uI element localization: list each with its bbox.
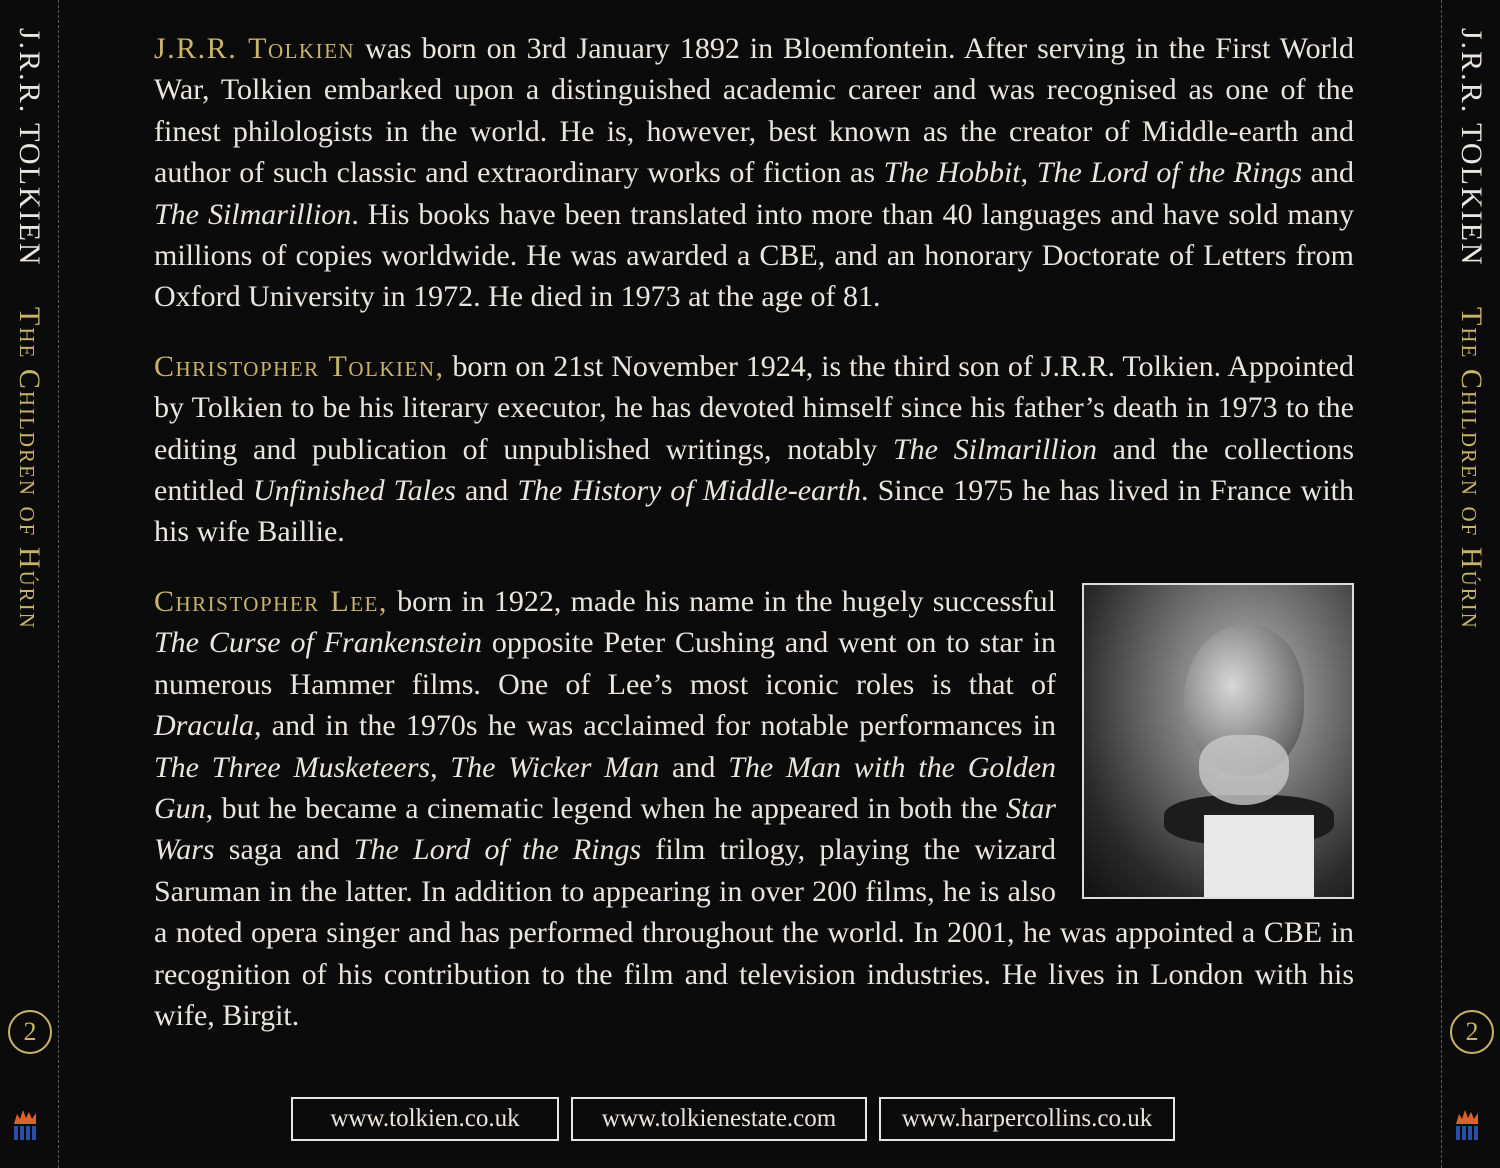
spine-author: J.R.R. TOLKIEN — [13, 28, 46, 267]
bio-content — [154, 28, 1354, 1064]
work-title: The Silmarillion — [154, 197, 352, 231]
work-title: The History of Middle-earth — [517, 474, 862, 508]
work-title: The Hobbit — [883, 156, 1021, 190]
bio-text: and — [1302, 156, 1354, 190]
bio-text: opposite Peter Cushing and went on to star in numerous Hammer films. One of Lee’s most iconic roles is that of — [154, 626, 1056, 701]
work-title: The Man with the Golden Gun — [154, 750, 1057, 825]
spine-title: The Children of Húrin — [1455, 306, 1488, 630]
work-title: Star Wars — [154, 791, 1056, 867]
disc-number-badge: 2 — [8, 1010, 52, 1054]
bio-text: . Since 1975 he has lived in France with his wife Baillie. — [154, 474, 1354, 549]
bio-name: Christopher Tolkien, — [154, 349, 445, 383]
bio-text: born on 21st November 1924, is the third son of J.R.R. Tolkien. Appointed by Tolkien to be his literary executor, he has devoted himself since his father’s death in 1973 to the editing and publication of unpublished writings, notably — [154, 349, 1354, 466]
left-spine-text — [12, 28, 46, 629]
right-spine-text — [1454, 28, 1488, 629]
bio-jrr-tolkien — [154, 28, 1354, 318]
bio-name: J.R.R. Tolkien — [154, 32, 356, 65]
bio-name: Christopher Lee, — [154, 584, 388, 618]
publisher-logo-icon — [14, 1108, 36, 1140]
left-spine — [0, 0, 59, 1168]
right-spine — [1441, 0, 1500, 1168]
work-title: Unfinished Tales — [253, 474, 456, 508]
bio-text: , — [430, 750, 451, 784]
website-links — [291, 1097, 1175, 1141]
link-harpercollins[interactable]: www.harpercollins.co.uk — [879, 1097, 1175, 1141]
bio-text: , and in the 1970s he was acclaimed for notable performances in — [254, 709, 1056, 743]
bio-text: born in 1922, made his name in the hugely successful — [387, 584, 1056, 618]
work-title: The Wicker Man — [450, 750, 660, 784]
bio-text: . His books have been translated into more than 40 languages and have sold many millions of copies worldwide. He was awarded a CBE, and an honorary Doctorate of Letters from Oxford University in 1972. He died in 1973 at the age of 81. — [154, 197, 1354, 314]
bio-text: saga and — [214, 833, 354, 867]
link-tolkien-estate[interactable]: www.tolkienestate.com — [571, 1097, 867, 1141]
spine-title: The Children of Húrin — [13, 306, 46, 630]
work-title: The Curse of Frankenstein — [154, 626, 482, 660]
bio-text: and — [455, 474, 518, 508]
link-tolkien[interactable]: www.tolkien.co.uk — [291, 1097, 559, 1141]
bio-text: , — [1020, 156, 1037, 190]
bio-text: , but he became a cinematic legend when he appeared in both the — [205, 791, 1006, 825]
disc-number-badge: 2 — [1450, 1010, 1494, 1054]
work-title: The Silmarillion — [892, 432, 1097, 466]
work-title: The Lord of the Rings — [353, 833, 642, 867]
bio-text: and the collections entitled — [154, 432, 1354, 508]
work-title: The Three Musketeers — [154, 750, 431, 784]
work-title: Dracula — [154, 709, 254, 743]
work-title: The Lord of the Rings — [1036, 156, 1302, 190]
bio-text: and — [659, 750, 729, 784]
bio-christopher-tolkien — [154, 346, 1354, 553]
christopher-lee-portrait — [1082, 583, 1354, 899]
bio-text: was born on 3rd January 1892 in Bloemfontein. After serving in the First World War, Tolkien embarked upon a distinguished academic career and was recognised as one of the finest philologists in the world. He is, however, best known as the creator of Middle-earth and author of such classic and extraordinary works of fiction as — [154, 32, 1354, 190]
bio-text: film trilogy, playing the wizard Saruman in the latter. In addition to appearing in over 200 films, he is also a noted opera singer and has performed throughout the world. In 2001, he was appointed a CBE in recognition of his contribution to the film and television industries. He lives in London with his wife, Birgit. — [154, 833, 1354, 1032]
spine-author: J.R.R. TOLKIEN — [1455, 28, 1488, 267]
publisher-logo-icon — [1456, 1108, 1478, 1140]
